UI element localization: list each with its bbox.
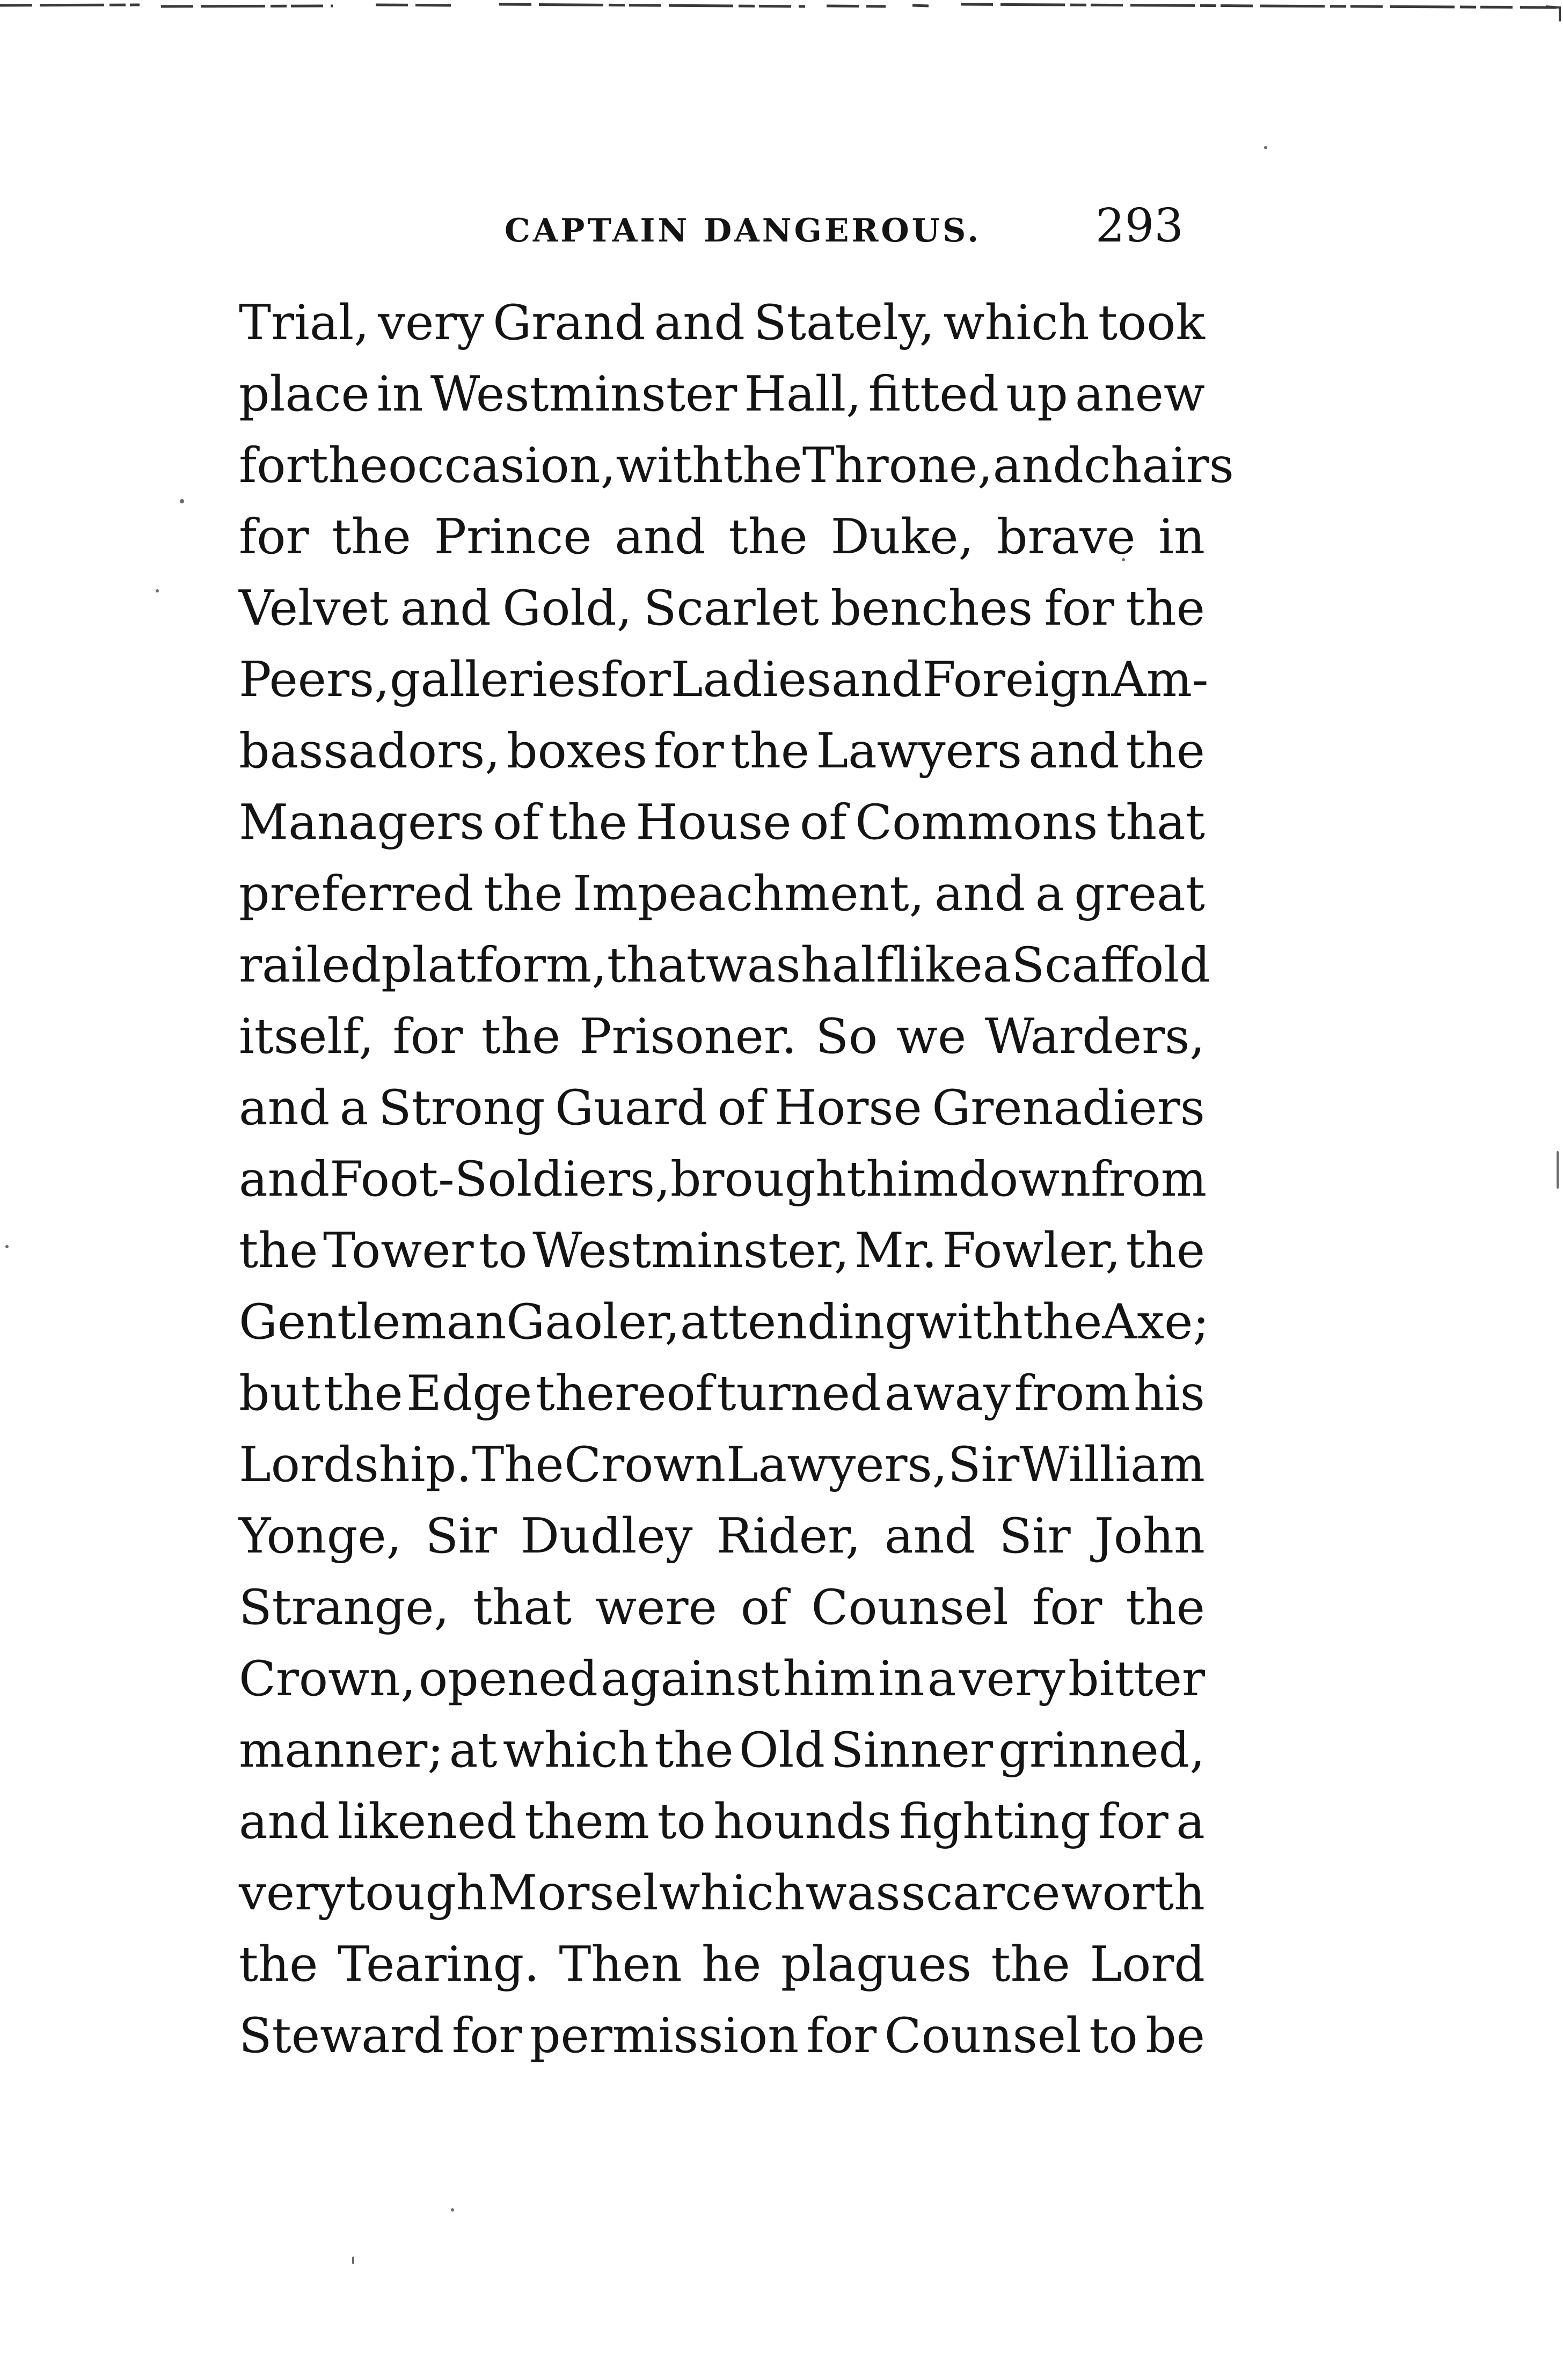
word: up	[1006, 366, 1068, 422]
word: and	[239, 1151, 330, 1207]
scan-speck	[1557, 1151, 1559, 1189]
word: Warders,	[984, 1008, 1205, 1065]
scan-speck	[180, 499, 184, 503]
word: in	[878, 1651, 925, 1707]
word: great	[1074, 866, 1205, 922]
word: Rider,	[716, 1508, 861, 1564]
word: House	[636, 794, 792, 851]
text-line	[239, 1072, 1205, 1144]
word: very	[378, 295, 485, 351]
word: Gold,	[502, 580, 632, 636]
text-line	[239, 1144, 1205, 1215]
text-line	[239, 2000, 1205, 2071]
word: with	[916, 1294, 1023, 1350]
word: Prince	[434, 509, 592, 565]
word: Axe;	[1102, 1294, 1209, 1350]
word: preferred	[239, 866, 474, 922]
word: for	[451, 2008, 522, 2064]
word: like	[894, 937, 983, 993]
word: and	[239, 1080, 330, 1136]
word: manner;	[239, 1722, 444, 1778]
word: Prisoner.	[579, 1008, 797, 1065]
text-line	[239, 1857, 1205, 1929]
word: that	[1106, 794, 1205, 851]
word: Counsel	[884, 2008, 1082, 2064]
text-line	[239, 358, 1205, 430]
word: away	[884, 1365, 1011, 1422]
word: Sir	[999, 1508, 1071, 1564]
word: the	[332, 509, 411, 565]
word: brave	[996, 509, 1136, 565]
word: the	[548, 794, 627, 851]
word: Tearing.	[337, 1936, 539, 1993]
word: him	[866, 1151, 959, 1207]
word: the	[309, 437, 388, 494]
word: to	[657, 1793, 706, 1850]
word: with	[616, 437, 724, 494]
word: that	[607, 937, 706, 993]
word: against	[601, 1651, 780, 1707]
word: Steward	[239, 2008, 444, 2064]
scan-speck	[352, 2257, 354, 2264]
word: from	[1091, 1151, 1207, 1207]
word: Westminster	[430, 366, 737, 422]
text-line	[239, 1286, 1209, 1358]
word: occasion,	[388, 437, 616, 494]
word: very	[959, 1651, 1065, 1707]
text-line	[239, 430, 1234, 501]
word: Impeachment,	[573, 866, 925, 922]
running-title: CAPTAIN DANGEROUS.	[505, 212, 982, 250]
word: to	[479, 1222, 528, 1279]
scan-speck	[1264, 146, 1267, 149]
word: boxes	[507, 723, 648, 779]
word: worth	[1061, 1865, 1205, 1921]
word: bassadors,	[239, 723, 500, 779]
word: a	[1035, 866, 1064, 922]
word: fighting	[899, 1793, 1091, 1850]
text-line	[239, 1786, 1205, 1857]
word: Throne,	[802, 437, 993, 494]
word: that	[473, 1579, 572, 1636]
word: which	[502, 1722, 649, 1778]
word: a	[1176, 1793, 1205, 1850]
word: the	[484, 866, 563, 922]
word: platform,	[381, 937, 607, 993]
word: the	[239, 1222, 318, 1279]
word: the	[1126, 723, 1205, 779]
word: Peers,	[239, 651, 390, 708]
word: Fowler,	[942, 1222, 1121, 1279]
word: attending	[680, 1294, 916, 1350]
word: for	[1044, 580, 1115, 636]
word: likened	[337, 1793, 517, 1850]
word: Sir	[947, 1437, 1020, 1493]
word: the	[723, 437, 802, 494]
word: Lordship.	[239, 1437, 472, 1493]
word: Yonge,	[239, 1508, 402, 1564]
word: So	[815, 1008, 878, 1065]
body-text	[239, 287, 1234, 2071]
word: the	[239, 1936, 318, 1993]
word: of	[493, 794, 540, 851]
text-line	[239, 1643, 1205, 1715]
text-line	[239, 1500, 1205, 1572]
word: of	[717, 1080, 765, 1136]
text-line	[239, 929, 1210, 1001]
word: the	[1022, 1294, 1102, 1350]
running-head	[239, 191, 1205, 266]
word: for	[239, 437, 309, 494]
word: to	[1089, 2008, 1138, 2064]
word: Hall,	[744, 366, 861, 422]
word: the	[728, 509, 808, 565]
word: was	[805, 1865, 901, 1921]
word: chairs	[1083, 437, 1234, 494]
word: and	[654, 295, 745, 351]
word: benches	[830, 580, 1033, 636]
word: fitted	[868, 366, 999, 422]
word: Edge	[406, 1365, 532, 1422]
word: Sir	[425, 1508, 497, 1564]
word: of	[800, 794, 847, 851]
word: of	[740, 1579, 788, 1636]
word: and	[884, 1508, 976, 1564]
word: Scarlet	[643, 580, 819, 636]
text-line	[239, 501, 1205, 573]
word: for	[806, 2008, 877, 2064]
word: place	[239, 366, 370, 422]
word: Sinner	[830, 1722, 993, 1778]
word: plagues	[780, 1936, 972, 1993]
word: Lawyers,	[726, 1437, 948, 1493]
word: railed	[239, 937, 382, 993]
word: but	[239, 1365, 320, 1422]
word: his	[1133, 1365, 1205, 1422]
word: which	[943, 295, 1090, 351]
word: them	[524, 1793, 650, 1850]
word: a	[982, 937, 1012, 993]
word: Strong	[378, 1080, 545, 1136]
text-line	[239, 1001, 1205, 1072]
text-line	[239, 1929, 1205, 2000]
word: and	[239, 1793, 330, 1850]
word: a	[339, 1080, 369, 1136]
word: Crown,	[239, 1651, 416, 1707]
scan-speck	[5, 1245, 9, 1248]
text-line	[239, 644, 1209, 715]
word: permission	[529, 2008, 799, 2064]
word: Commons	[855, 794, 1098, 851]
word: took	[1098, 295, 1205, 351]
word: the	[1126, 580, 1205, 636]
word: William	[1019, 1437, 1205, 1493]
word: and	[992, 437, 1084, 494]
word: for	[239, 509, 309, 565]
text-line	[239, 1572, 1205, 1643]
word: bitter	[1068, 1651, 1205, 1707]
word: the	[991, 1936, 1070, 1993]
word: for	[654, 723, 724, 779]
word: Foreign	[922, 651, 1112, 708]
word: the	[730, 723, 810, 779]
word: Strange,	[239, 1579, 449, 1636]
word: and	[400, 580, 491, 636]
text-line	[239, 573, 1205, 644]
word: Managers	[239, 794, 485, 851]
text-line	[239, 1429, 1205, 1500]
word: the	[654, 1722, 734, 1778]
word: the	[1126, 1222, 1205, 1279]
text-line	[239, 1358, 1205, 1429]
word: Lord	[1090, 1936, 1205, 1993]
word: be	[1145, 2008, 1205, 2064]
word: and	[615, 509, 706, 565]
word: in	[1158, 509, 1205, 565]
word: Crown	[564, 1437, 726, 1493]
word: galleries	[389, 651, 601, 708]
text-line	[239, 287, 1205, 358]
word: Scaffold	[1011, 937, 1210, 993]
scan-speck	[451, 2208, 454, 2211]
word: Mr.	[854, 1222, 937, 1279]
scanned-page-top-edge	[0, 0, 1563, 21]
word: grinned,	[998, 1722, 1205, 1778]
word: hounds	[713, 1793, 892, 1850]
word: Guard	[555, 1080, 708, 1136]
word: and	[1028, 723, 1120, 779]
word: opened	[418, 1651, 598, 1707]
word: Foot-Soldiers,	[330, 1151, 670, 1207]
word: Lawyers	[816, 723, 1022, 779]
word: tough	[346, 1865, 487, 1921]
book-page	[239, 191, 1234, 2071]
word: a	[927, 1651, 956, 1707]
word: itself,	[239, 1008, 374, 1065]
word: Then	[559, 1936, 682, 1993]
word: Westminster,	[532, 1222, 850, 1279]
word: for	[1098, 1793, 1168, 1850]
word: Duke,	[830, 509, 974, 565]
text-line	[239, 715, 1205, 787]
word: Horse	[774, 1080, 922, 1136]
word: Trial,	[239, 295, 369, 351]
word: we	[896, 1008, 967, 1065]
word: at	[449, 1722, 498, 1778]
word: Velvet	[239, 580, 389, 636]
word: thereof	[535, 1365, 713, 1422]
word: the	[481, 1008, 561, 1065]
word: Grand	[493, 295, 646, 351]
word: half	[800, 937, 894, 993]
word: Am-	[1111, 651, 1209, 708]
text-line	[239, 1715, 1205, 1786]
word: for	[392, 1008, 463, 1065]
word: which	[659, 1865, 805, 1921]
word: Tower	[323, 1222, 474, 1279]
page-number: 293	[1095, 199, 1184, 253]
word: Stately,	[754, 295, 935, 351]
word: he	[702, 1936, 762, 1993]
word: him	[783, 1651, 875, 1707]
word: Gaoler,	[506, 1294, 680, 1350]
word: scarce	[901, 1865, 1061, 1921]
word: for	[1032, 1579, 1102, 1636]
word: and	[831, 651, 923, 708]
text-line	[239, 858, 1205, 929]
word: the	[1126, 1579, 1205, 1636]
word: down	[958, 1151, 1091, 1207]
word: was	[705, 937, 801, 993]
word: Morsel	[487, 1865, 659, 1921]
text-line	[239, 787, 1205, 858]
word: The	[472, 1437, 564, 1493]
word: Grenadiers	[932, 1080, 1205, 1136]
word: brought	[670, 1151, 866, 1207]
word: for	[601, 651, 671, 708]
word: in	[376, 366, 423, 422]
word: Old	[739, 1722, 825, 1778]
scan-speck	[156, 589, 159, 592]
word: anew	[1075, 366, 1205, 422]
word: Gentleman	[239, 1294, 507, 1350]
word: Ladies	[670, 651, 832, 708]
word: Counsel	[811, 1579, 1009, 1636]
text-line	[239, 1215, 1205, 1286]
word: from	[1014, 1365, 1130, 1422]
word: turned	[717, 1365, 881, 1422]
word: Dudley	[520, 1508, 693, 1564]
word: John	[1094, 1508, 1205, 1564]
word: very	[239, 1865, 345, 1921]
word: and	[934, 866, 1026, 922]
word: were	[595, 1579, 717, 1636]
word: the	[324, 1365, 403, 1422]
